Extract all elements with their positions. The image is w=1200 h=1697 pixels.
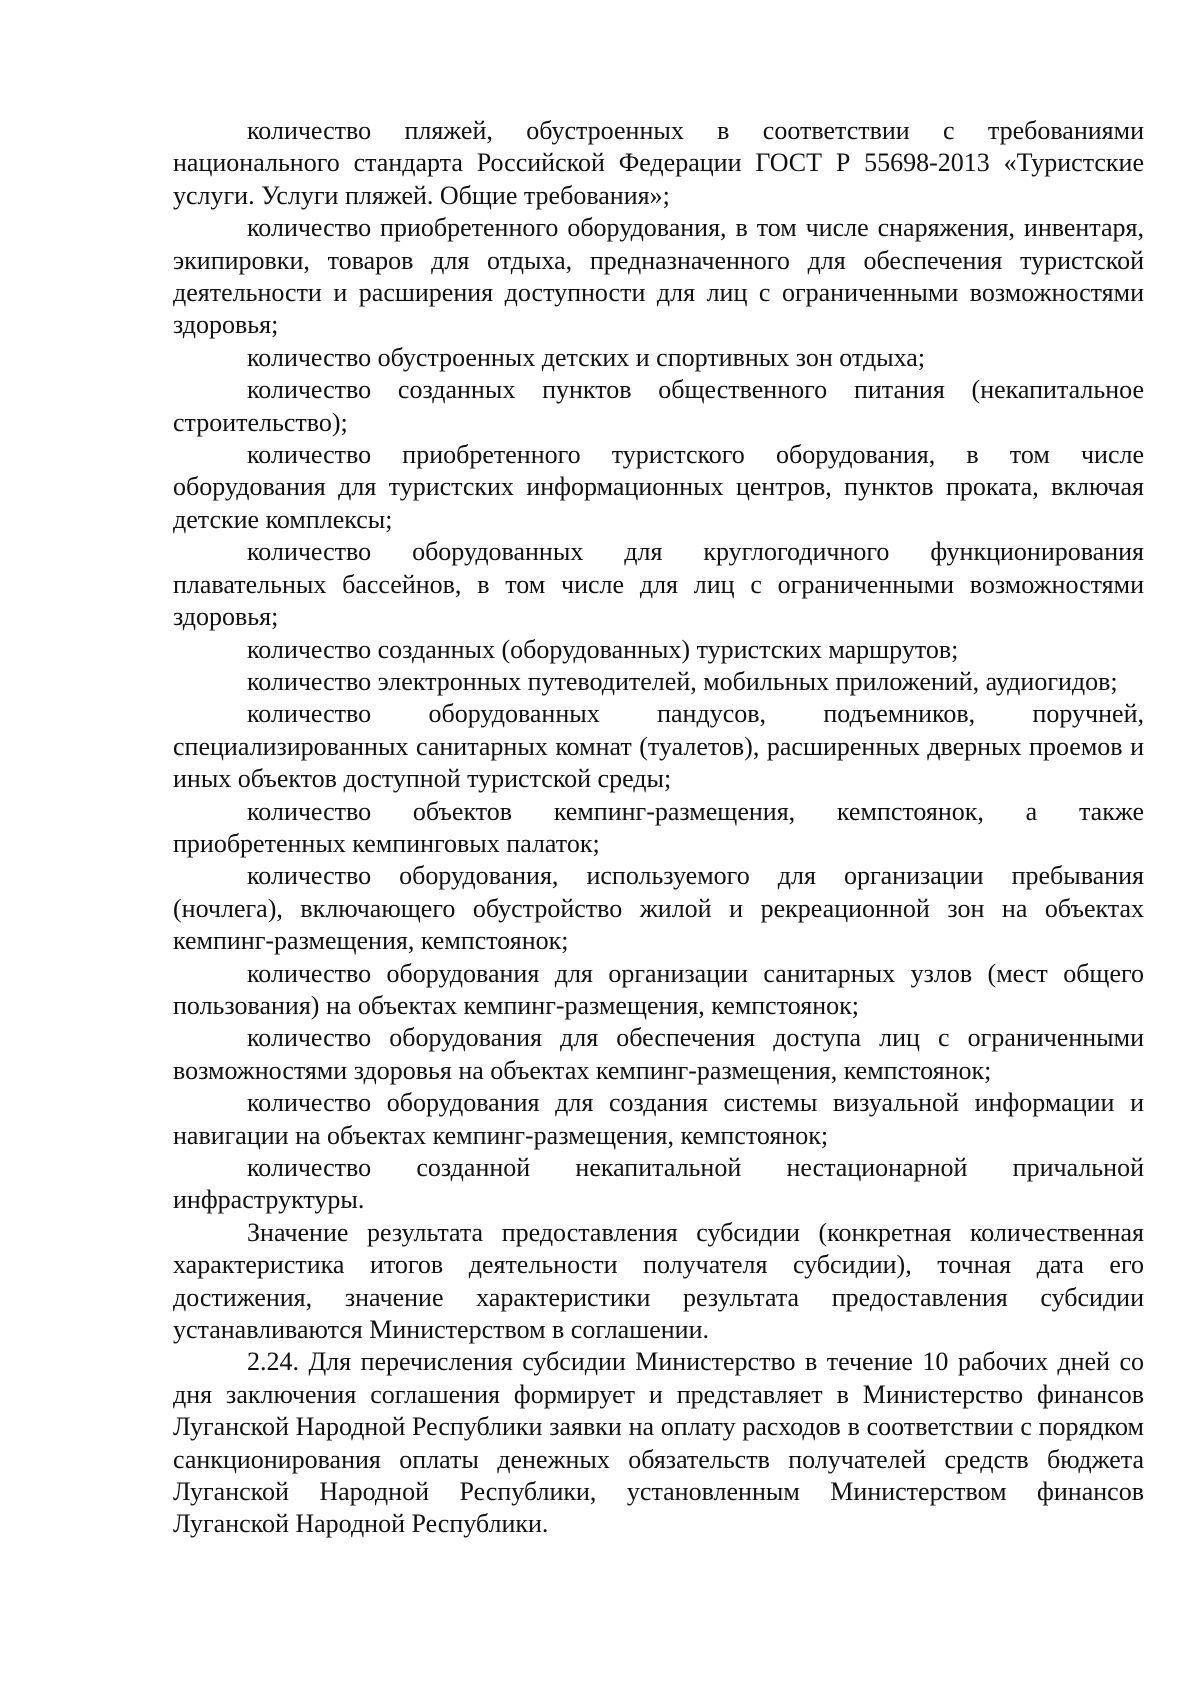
paragraph-mooring-infrastructure: количество созданной некапитальной нестационарной причальной инфраструктуры.: [173, 1153, 1144, 1215]
paragraph-tourist-routes: количество созданных (оборудованных) туристских маршрутов;: [247, 634, 959, 664]
paragraph-tourist-equipment: количество приобретенного туристского оборудования, в том числе оборудования для туристских информационных центров, пунктов проката, включая детские комплексы;: [173, 440, 1144, 534]
paragraph-navigation-system: количество оборудования для создания системы визуальной информации и навигации на объектах кемпинг-размещения, кемпстоянок;: [173, 1088, 1144, 1150]
document-body: [173, 115, 1144, 1541]
paragraph-equipment-count: количество приобретенного оборудования, в том числе снаряжения, инвентаря, экипировки, товаров для отдыха, предназначенного для обеспечения туристской деятельности и расширения доступности для лиц с ограниченными возможностями здоровья;: [173, 213, 1144, 340]
paragraph-recreation-zones: количество обустроенных детских и спортивных зон отдыха;: [247, 342, 926, 372]
paragraph-section-2-24: 2.24. Для перечисления субсидии Министерство в течение 10 рабочих дней со дня заключения соглашения формирует и представляет в Министерство финансов Луганской Народной Республики заявки на оплату расходов в соответствии с порядком санкционирования оплаты денежных обязательств получателей средств бюджета Луганской Народной Республики, установленным Министерством финансов Луганской Народной Республики.: [173, 1347, 1144, 1539]
paragraph-sanitary-units: количество оборудования для организации санитарных узлов (мест общего пользования) на объектах кемпинг-размещения, кемпстоянок;: [173, 958, 1144, 1020]
paragraph-electronic-guides: количество электронных путеводителей, мобильных приложений, аудиогидов;: [247, 666, 1118, 696]
paragraph-subsidy-result-value: Значение результата предоставления субсидии (конкретная количественная характеристика итогов деятельности получателя субсидии), точная дата его достижения, значение характеристики результата предоставления субсидии устанавливаются Министерством в соглашении.: [173, 1217, 1144, 1345]
paragraph-disability-access: количество оборудования для обеспечения доступа лиц с ограниченными возможностями здоровья на объектах кемпинг-размещения, кемпстоянок;: [173, 1023, 1144, 1085]
paragraph-camping-stay-equipment: количество оборудования, используемого для организации пребывания (ночлега), включающего обустройство жилой и рекреационной зон на объектах кемпинг-размещения, кемпстоянок;: [173, 861, 1144, 956]
paragraph-camping-objects: количество объектов кемпинг-размещения, кемпстоянок, а также приобретенных кемпинговых палаток;: [173, 796, 1144, 858]
paragraph-catering-points: количество созданных пунктов общественного питания (некапитальное строительство);: [173, 375, 1144, 437]
paragraph-swimming-pools: количество оборудованных для круглогодичного функционирования плавательных бассейнов, в том числе для лиц с ограниченными возможностями здоровья;: [173, 537, 1144, 632]
paragraph-accessible-environment: количество оборудованных пандусов, подъемников, поручней, специализированных санитарных комнат (туалетов), расширенных дверных проемов и иных объектов доступной туристской среды;: [173, 699, 1144, 794]
paragraph-beaches-count: количество пляжей, обустроенных в соответствии с требованиями национального стандарта Российской Федерации ГОСТ Р 55698-2013 «Туристские услуги. Услуги пляжей. Общие требования»;: [173, 116, 1144, 210]
